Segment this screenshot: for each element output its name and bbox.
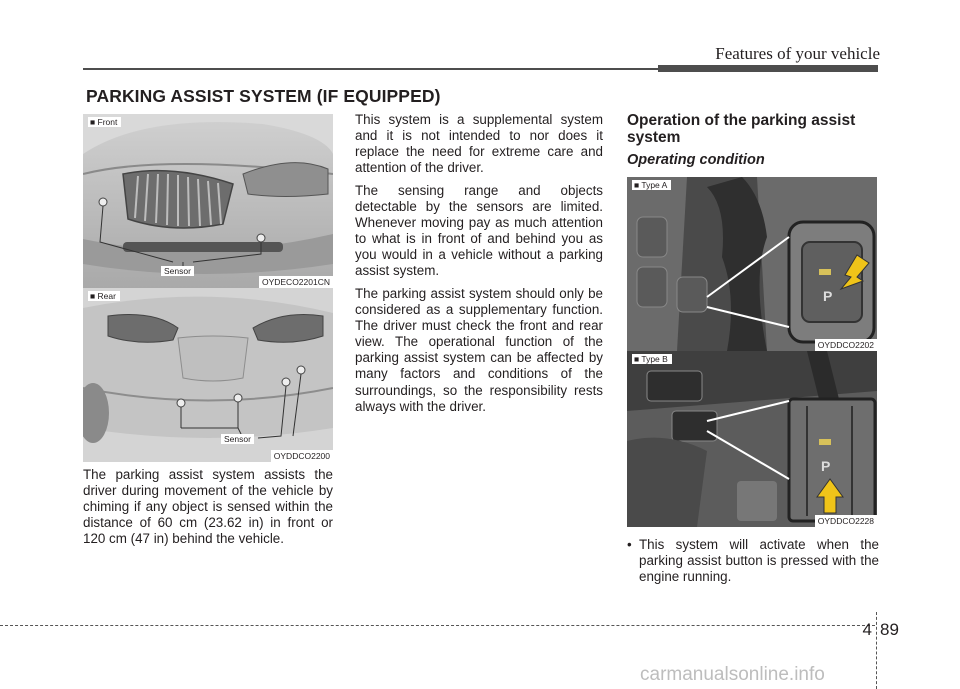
type-a-figure (627, 177, 877, 351)
bullet-dot: • (627, 537, 632, 552)
type-a-figure-tag: ■ Type A (632, 180, 671, 190)
type-b-figure-tag: ■ Type B (632, 354, 672, 364)
rear-sensor-label: Sensor (221, 434, 254, 444)
page-number: 89 (880, 620, 899, 639)
activation-bullet-text: This system will activate when the parking assist button is pressed with the engine running. (639, 537, 879, 585)
front-figure-code: OYDECO2201CN (259, 276, 333, 288)
watermark: carmanualsonline.info (640, 664, 825, 685)
type-a-illustration (627, 177, 877, 351)
front-sensor-label: Sensor (161, 266, 194, 276)
svg-text:P: P (823, 288, 833, 304)
type-b-illustration (627, 351, 877, 527)
rear-car-illustration (83, 288, 333, 462)
col2-paragraph-1: This system is a supplemental system and it is not intended to nor does it replace the need for extreme care and attention of the driver. (355, 112, 603, 176)
type-b-figure (627, 351, 877, 527)
operating-condition-subtitle: Operating condition (627, 152, 765, 168)
footer-divider (876, 612, 877, 689)
operation-title: Operation of the parking assist system (627, 112, 856, 146)
front-car-illustration (83, 114, 333, 288)
col2-paragraph-2: The sensing range and objects detectable by the sensors are limited. Whenever moving pay as much attention to what is in front of and behind you as you would in a vehicle without a parking assist system. (355, 183, 603, 279)
chapter-number: 4 (862, 620, 872, 639)
type-b-figure-code: OYDDCO2228 (815, 515, 877, 527)
front-figure-tag: ■ Front (88, 117, 121, 127)
header-title: Features of your vehicle (715, 44, 880, 63)
rear-figure-tag: ■ Rear (88, 291, 120, 301)
type-a-figure-code: OYDDCO2202 (815, 339, 877, 351)
footer-rule (0, 625, 875, 626)
rear-figure (83, 288, 333, 462)
header-bar (658, 65, 878, 72)
rear-figure-code: OYDDCO2200 (271, 450, 333, 462)
col1-paragraph: The parking assist system assists the driver during movement of the vehicle by chiming if any object is sensed within the distance of 60 cm (23.62 in) in front or 120 cm (47 in) behind the vehicle. (83, 467, 333, 547)
col2-paragraph-3: The parking assist system should only be considered as a supplementary function. The driver must check the front and rear view. The operational function of the parking assist system can be affected by many factors and conditions of the surroundings, so the responsibility rests always with the driver. (355, 286, 603, 414)
section-title: PARKING ASSIST SYSTEM (IF EQUIPPED) (86, 86, 441, 106)
svg-text:P: P (821, 458, 831, 474)
front-figure (83, 114, 333, 288)
activation-bullet (627, 537, 879, 585)
